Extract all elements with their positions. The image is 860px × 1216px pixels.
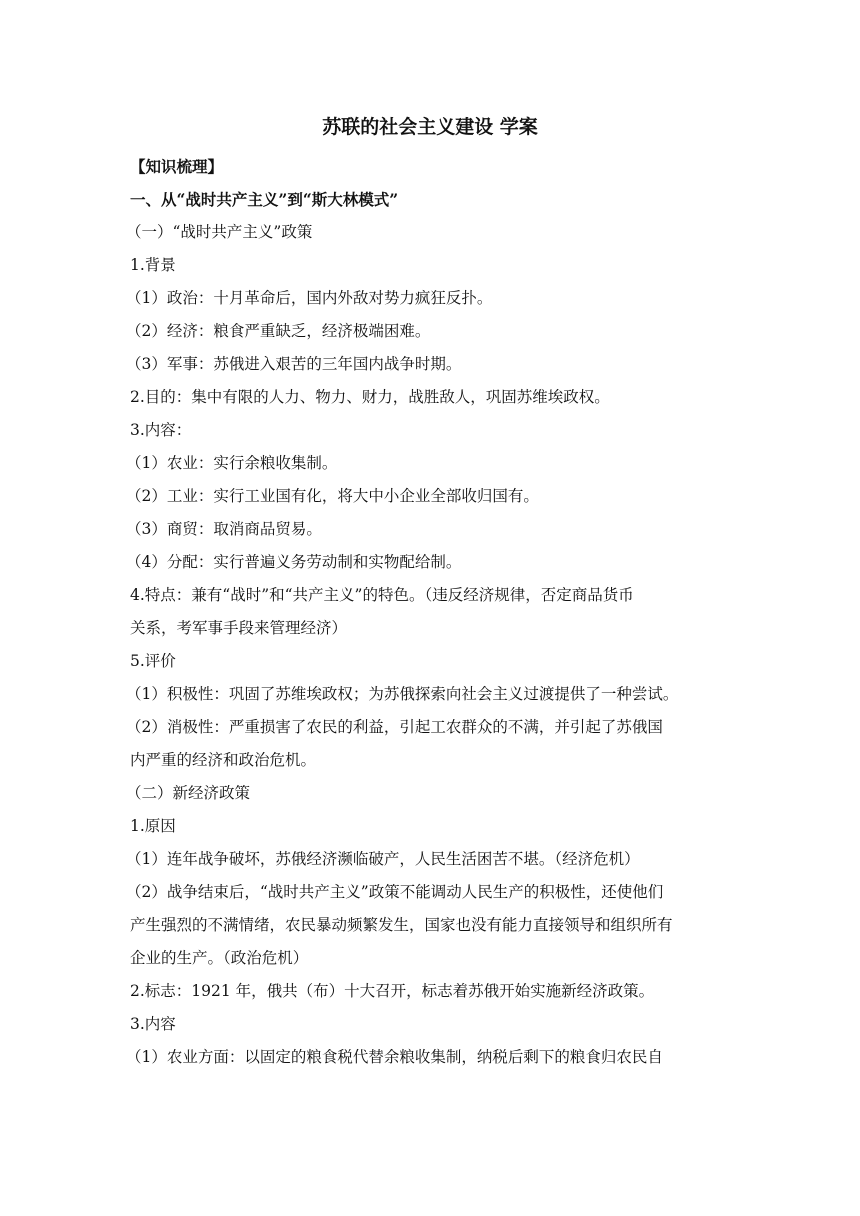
page-title: 苏联的社会主义建设 学案 [322, 116, 538, 138]
text-line: 2.目的：集中有限的人力、物力、财力，战胜敌人，巩固苏维埃政权。 [130, 388, 610, 406]
text-line: （2）消极性：严重损害了农民的利益，引起工农群众的不满，并引起了苏俄国 [126, 718, 663, 736]
document-body [126, 150, 734, 1074]
text-line: （1）连年战争破坏，苏俄经济濒临破产，人民生活困苦不堪。（经济危机） [126, 850, 640, 868]
text-line: （1）积极性：巩固了苏维埃政权；为苏俄探索向社会主义过渡提供了一种尝试。 [126, 685, 679, 703]
text-line: 内严重的经济和政治危机。 [130, 751, 317, 769]
text-line: 产生强烈的不满情绪，农民暴动频繁发生，国家也没有能力直接领导和组织所有 [130, 916, 673, 934]
text-line: （二）新经济政策 [126, 784, 251, 802]
text-line: （2）经济：粮食严重缺乏，经济极端困难。 [126, 322, 431, 340]
section-heading: 一、从“战时共产主义”到“斯大林模式” [130, 190, 399, 209]
text-line: （4）分配：实行普遍义务劳动制和实物配给制。 [126, 553, 462, 571]
text-line: （1）农业：实行余粮收集制。 [126, 454, 338, 472]
text-line: 1.背景 [130, 256, 176, 274]
text-line: （1）政治：十月革命后，国内外敌对势力疯狂反扑。 [126, 289, 493, 307]
text-line: （2）战争结束后，“战时共产主义”政策不能调动人民生产的积极性，还使他们 [126, 883, 664, 901]
text-line: （2）工业：实行工业国有化，将大中小企业全部收归国有。 [126, 487, 539, 505]
text-line: 企业的生产。（政治危机） [130, 949, 309, 967]
text-line: （1）农业方面：以固定的粮食税代替余粮收集制，纳税后剩下的粮食归农民自 [126, 1048, 663, 1066]
text-line: 1.原因 [130, 817, 176, 835]
text-line: 5.评价 [130, 652, 176, 670]
text-line: 关系，考军事手段来管理经济） [130, 619, 348, 637]
text-line: 2.标志：1921 年，俄共（布）十大召开，标志着苏俄开始实施新经济政策。 [130, 982, 655, 1000]
text-line: （一）“战时共产主义”政策 [126, 223, 313, 241]
text-line: （3）商贸：取消商品贸易。 [126, 520, 322, 538]
text-line: 3.内容 [130, 1015, 176, 1033]
text-line: 3.内容： [130, 421, 192, 439]
text-line: （3）军事：苏俄进入艰苦的三年国内战争时期。 [126, 355, 462, 373]
section-heading: 【知识梳理】 [130, 157, 224, 176]
text-line: 4.特点：兼有“战时”和“共产主义”的特色。（违反经济规律，否定商品货币 [130, 586, 634, 604]
